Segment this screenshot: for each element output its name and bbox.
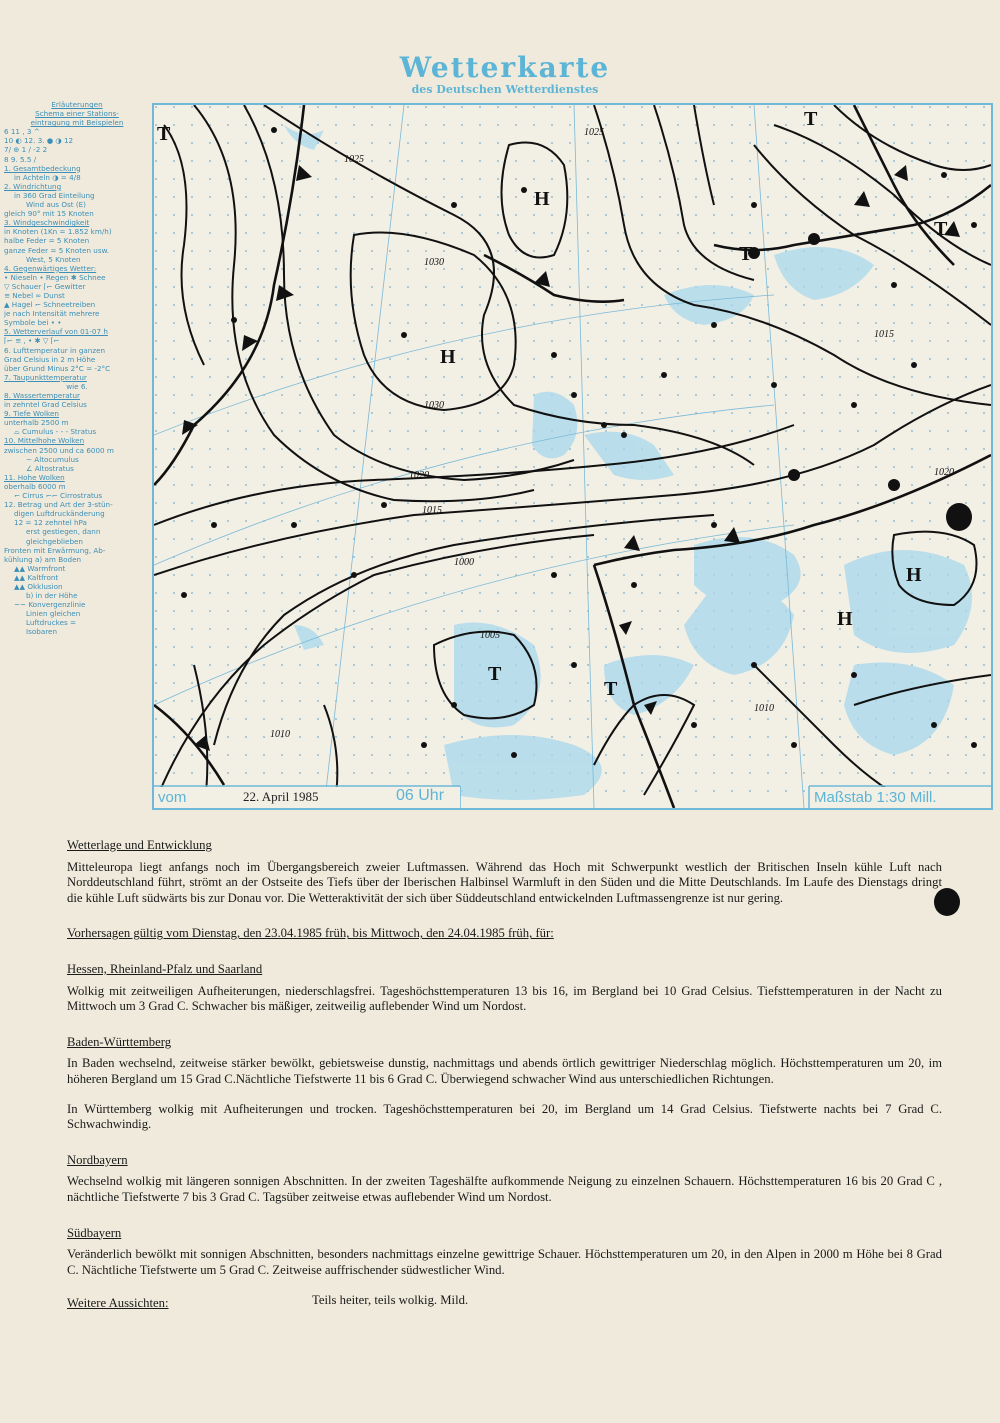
isobar-label: 1020: [409, 470, 429, 481]
region-heading: Nordbayern: [67, 1152, 128, 1167]
isobar-label: 1005: [480, 630, 500, 641]
legend-line: 6. Lufttemperatur in ganzen: [4, 345, 106, 355]
legend-line: in Knoten (1Kn = 1.852 km/h): [4, 227, 112, 237]
outlook-label: Weitere Aussichten:: [67, 1296, 169, 1311]
region-heading: Südbayern: [67, 1225, 122, 1240]
report-situation-text: Mitteleuropa liegt anfangs noch im Übergangsbereich zweier Luftmassen. Während das Hoch mit Schwerpunkt westlich der Britischen Inseln kühle Luft nach Norddeutschland führt, strömt an der Ostseite des Tiefs über der Iberischen Halbinsel Warmluft in den Süden und die Mitte Deutschlands. Im Laufe des Dienstags dringt die kühle Luft südwärts bis zur Donau vor. Die Wetteraktivität der sich über Süddeutschland entwickelnden Luftmassengrenze ist nur gering.: [67, 859, 942, 905]
pressure-center-label: T: [739, 243, 753, 265]
legend-line: Isobaren: [26, 627, 58, 637]
legend-line: West, 5 Knoten: [26, 254, 81, 264]
legend-line: 9. Tiefe Wolken: [4, 409, 59, 419]
isobar-label: 1025: [584, 127, 604, 138]
isobar-label: 1010: [270, 729, 290, 740]
isobar-label: 1010: [754, 703, 774, 714]
legend-line: Wind aus Ost (E): [26, 200, 86, 210]
legend-line: 10 ◐ 12. 3. ● ◑ 12: [4, 136, 74, 146]
isobar-label: 1000: [454, 557, 474, 568]
region-forecast: In Württemberg wolkig mit Aufheiterungen und trocken. Tageshöchsttemperaturen bei 20, im Bergland um 14 Grad Celsius. Tiefstwerte nachts bei 7 Grad C. Schwachwindig.: [67, 1101, 942, 1132]
legend-line: über Grund Minus 2°C = -2°C: [4, 363, 111, 373]
region-heading: Baden-Württemberg: [67, 1034, 172, 1049]
map-title-block: [380, 52, 630, 96]
legend-line: ganze Feder = 5 Knoten usw.: [4, 245, 110, 255]
map-date: 22. April 1985: [243, 789, 319, 804]
pressure-center-label: T: [488, 663, 502, 685]
report-validity: Vorhersagen gültig vom Dienstag, den 23.04.1985 früh, bis Mittwoch, den 24.04.1985 früh, für:: [67, 926, 554, 941]
isobar-label: 1015: [874, 329, 894, 340]
weather-map: [152, 103, 993, 810]
legend-line: 12 = 12 zehntel hPa: [14, 518, 87, 528]
legend-line: zwischen 2500 und ca 6000 m: [4, 445, 114, 455]
legend-line: gleichgeblieben: [26, 536, 83, 546]
pressure-center-label: T: [157, 123, 171, 145]
pressure-center-label: T: [604, 678, 618, 700]
map-subtitle: des Deutschen Wetterdienstes: [411, 83, 599, 96]
isobar-label: 1030: [424, 400, 444, 411]
isobar-label: 1020: [934, 467, 954, 478]
pressure-center-label: T: [934, 218, 948, 240]
forecast-report: [67, 838, 942, 1312]
pressure-center-label: H: [440, 346, 456, 368]
legend-line: ≡ Nebel ∞ Dunst: [4, 290, 65, 300]
punch-hole: [946, 503, 972, 531]
legend-line: 8 9. 5.5 ∕: [4, 154, 37, 164]
legend-line: 1. Gesamtbedeckung: [4, 163, 81, 173]
legend-line: • Nieseln • Regen ✱ Schnee: [4, 272, 106, 282]
legend-line: Linien gleichen: [26, 609, 81, 619]
legend-line: 12. Betrag und Art der 3-stün-: [4, 500, 113, 510]
legend-line: je nach Intensität mehrere: [4, 309, 100, 319]
legend-line: ▲▲ Okklusion: [14, 581, 63, 591]
legend-line: Luftdruckes =: [26, 618, 77, 628]
legend-line: ▲ Hagel ⌐ Schneetreiben: [4, 300, 96, 310]
legend-line: 4. Gegenwärtiges Wetter:: [4, 263, 97, 273]
legend-line: in 360 Grad Einteilung: [14, 190, 95, 200]
legend-panel: [4, 100, 150, 820]
legend-line: ⌓ Cumulus - - - Stratus: [14, 427, 97, 437]
outlook-row: [67, 1293, 942, 1312]
legend-line: Erläuterungen: [51, 100, 103, 109]
legend-line: 7/ ⊕ 1 ∕ -2 2: [4, 145, 48, 155]
isobar-label: 1015: [422, 505, 442, 516]
legend-line: 11. Hohe Wolken: [4, 472, 65, 482]
legend-line: ⌈⌐ ≡ , • ✱ ▽ ⌈⌐: [4, 336, 60, 346]
isobar-label: 1030: [424, 257, 444, 268]
legend-line: ~~ Konvergenzlinie: [14, 600, 86, 610]
legend-line: kühlung a) am Boden: [4, 554, 82, 564]
legend-line: 3. Windgeschwindigkeit: [4, 218, 90, 228]
legend-line: b) in der Höhe: [26, 591, 78, 601]
isobar-label: 1025: [344, 154, 364, 165]
pressure-center-label: T: [804, 108, 818, 130]
legend-line: unterhalb 2500 m: [4, 418, 69, 428]
legend-line: ⌐ Cirrus ⌐⌐ Cirrostratus: [14, 491, 103, 501]
legend-line: Schema einer Stations-: [35, 109, 119, 119]
pressure-center-label: H: [906, 564, 922, 586]
pressure-center-label: H: [837, 608, 853, 630]
legend-line: ∼ Altocumulus: [26, 454, 79, 464]
weather-map-canvas: [154, 105, 991, 808]
report-heading-situation: Wetterlage und Entwicklung: [67, 838, 212, 852]
map-title: Wetterkarte: [399, 51, 611, 84]
legend-line: erst gestiegen, dann: [26, 527, 101, 537]
legend-line: 5. Wetterverlauf von 01-07 h: [4, 327, 108, 337]
map-time: 06 Uhr: [396, 787, 445, 804]
legend-line: digen Luftdruckänderung: [14, 509, 105, 519]
legend-line: 6 11 , 3 ^: [4, 127, 40, 137]
legend-line: ▲▲ Warmfront: [14, 563, 66, 573]
legend-line: 8. Wassertemperatur: [4, 391, 80, 400]
legend-line: 7. Taupunkttemperatur: [4, 372, 87, 382]
legend-line: halbe Feder = 5 Knoten: [4, 236, 90, 246]
legend-line: wie 6.: [66, 381, 88, 391]
legend-line: 2. Windrichtung: [4, 181, 62, 191]
map-scale: Maßstab 1:30 Mill.: [814, 789, 937, 806]
pressure-center-label: H: [534, 188, 550, 210]
legend-line: Symbole bei • •: [4, 318, 62, 328]
legend-line: in zehntel Grad Celsius: [4, 400, 87, 410]
outlook-text: Teils heiter, teils wolkig. Mild.: [312, 1293, 469, 1308]
legend-line: ∠ Altostratus: [26, 463, 74, 473]
map-vom-label: vom: [158, 789, 187, 806]
region-forecast: In Baden wechselnd, zeitweise stärker bewölkt, gebietsweise dunstig, nachmittags und abends örtlich gewittriger Niederschlag möglich. Höchsttemperaturen um 20, im höheren Bergland um 15 Grad C.Nächtliche Tiefstwerte 11 bis 6 Grad C. Überwiegend schwacher Wind aus unterschiedlichen Richtungen.: [67, 1056, 942, 1086]
legend-line: in Achteln ◑ = 4/8: [14, 172, 81, 182]
legend-line: eintragung mit Beispielen: [30, 118, 124, 128]
region-forecast: Veränderlich bewölkt mit sonnigen Abschnitten, besonders nachmittags einzelne gewittrige Schauer. Höchsttemperaturen um 20, in den Alpen in 2000 m Höhe bei 8 Grad C. Nächtliche Tiefstwerte um 5 Grad C. Zeitweise auffrischender südwestlicher Wind.: [67, 1247, 942, 1277]
legend-line: ▽ Schauer ⌈⌐ Gewitter: [4, 281, 86, 291]
legend-line: gleich 90° mit 15 Knoten: [4, 209, 94, 219]
legend-line: Fronten mit Erwärmung, Ab-: [4, 545, 106, 555]
region-heading: Hessen, Rheinland-Pfalz und Saarland: [67, 961, 263, 976]
legend-line: Grad Celsius in 2 m Höhe: [4, 354, 96, 364]
region-forecast: Wechselnd wolkig mit längeren sonnigen Abschnitten. In der zweiten Tageshälfte aufkommende Neigung zu einzelnen Schauern. Höchsttemperaturen 16 bis 20 Grad C , nächtliche Tiefstwerte 7 bis 3 Grad C. Tagsüber zeitweise etwas auflebender Wind um Nordost.: [67, 1174, 942, 1204]
legend-line: 10. Mittelhohe Wolken: [4, 436, 85, 446]
legend-line: ▲▲ Kaltfront: [14, 572, 59, 582]
legend-line: oberhalb 6000 m: [4, 481, 66, 491]
region-forecast: Wolkig mit zeitweiligen Aufheiterungen, niederschlagsfrei. Tageshöchsttemperaturen 13 bis 16, im Bergland bei 10 Grad Celsius. Tiefsttemperaturen in der Nacht zu Mittwoch um 3 Grad C. Schwacher bis mäßiger, zeitweilig auflebender Wind um Nordost.: [67, 983, 942, 1014]
